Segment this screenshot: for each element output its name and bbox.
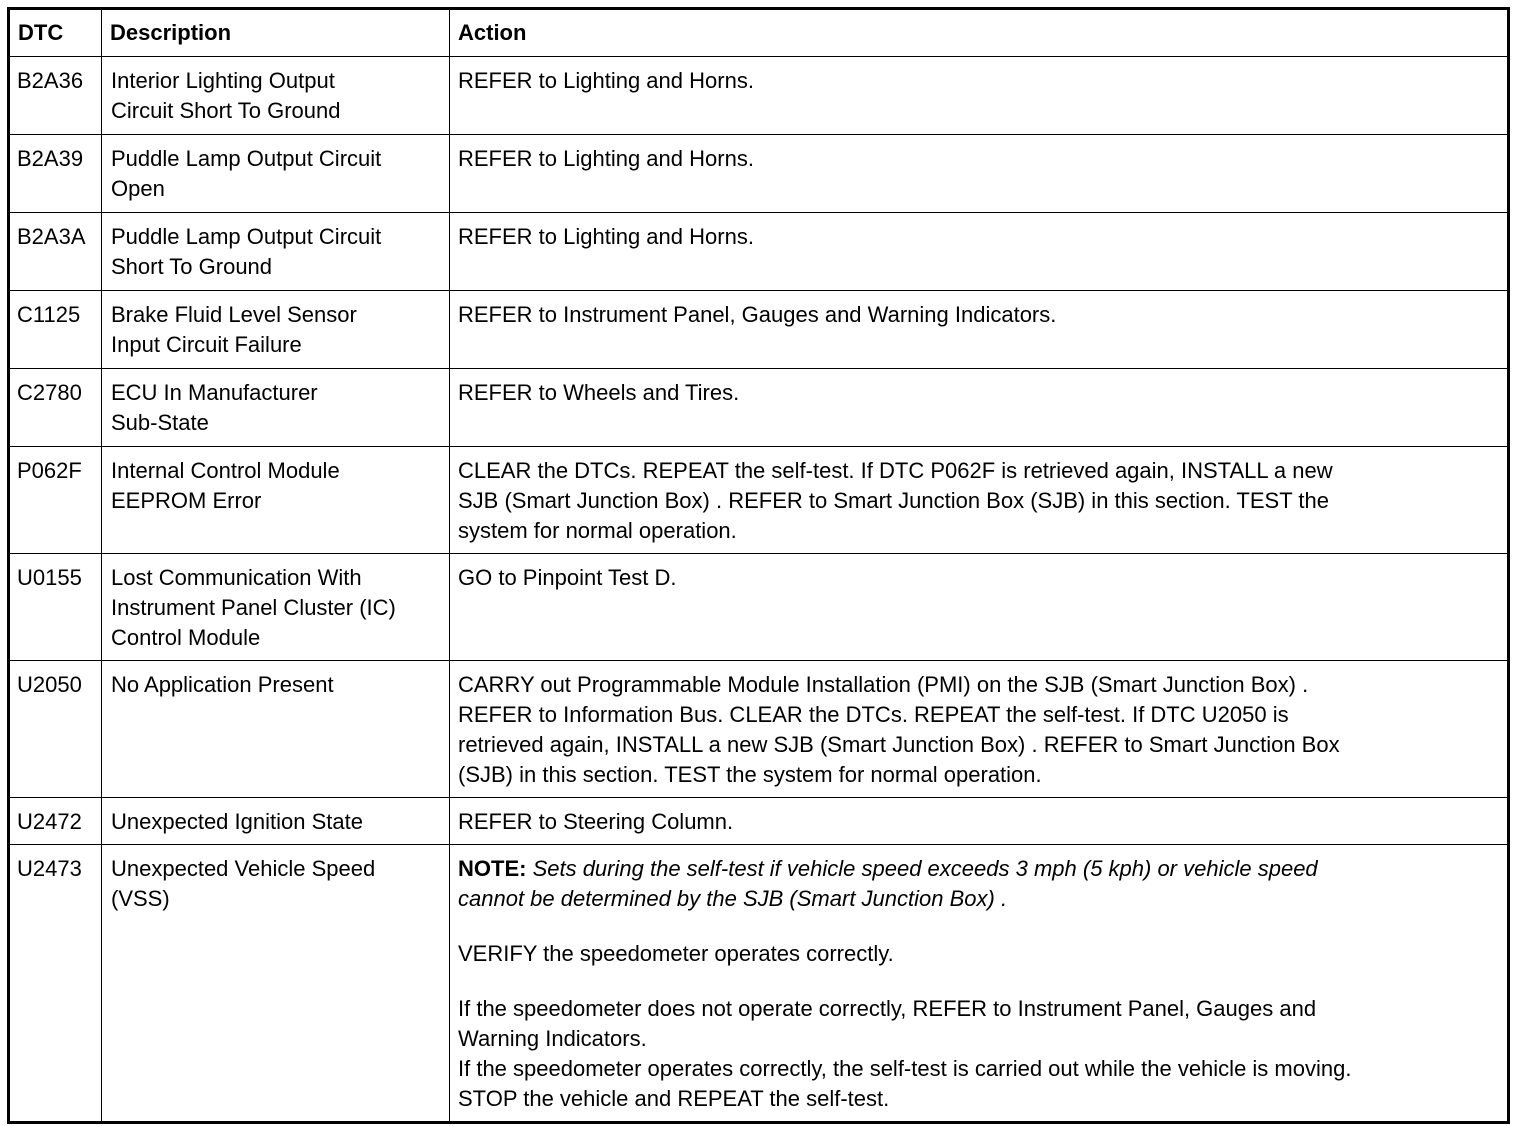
dtc-code: U2473 <box>9 845 102 1123</box>
description-line: EEPROM Error <box>111 488 262 513</box>
action-line: CARRY out Programmable Module Installation (PMI) on the SJB (Smart Junction Box) . <box>458 672 1309 697</box>
action-cell <box>450 291 1509 369</box>
action-line: REFER to Wheels and Tires. <box>458 380 740 405</box>
action-line: GO to Pinpoint Test D. <box>458 565 677 590</box>
description-cell <box>102 213 450 291</box>
description-cell <box>102 291 450 369</box>
action-line: REFER to Steering Column. <box>458 809 734 834</box>
description-line: ECU In Manufacturer <box>111 380 318 405</box>
action-line: If the speedometer operates correctly, the self-test is carried out while the vehicle is moving. <box>458 1056 1352 1081</box>
dtc-code: B2A36 <box>9 57 102 135</box>
dtc-code: C1125 <box>9 291 102 369</box>
action-cell <box>450 554 1509 661</box>
description-line: Input Circuit Failure <box>111 332 302 357</box>
description-line: (VSS) <box>111 886 170 911</box>
action-line: system for normal operation. <box>458 518 737 543</box>
description-line: Unexpected Vehicle Speed <box>111 856 376 881</box>
action-line: (SJB) in this section. TEST the system for normal operation. <box>458 762 1042 787</box>
description-line: Sub-State <box>111 410 209 435</box>
action-line: REFER to Lighting and Horns. <box>458 68 754 93</box>
description-line: Unexpected Ignition State <box>111 809 363 834</box>
action-cell <box>450 447 1509 554</box>
action-cell <box>450 661 1509 798</box>
action-cell <box>450 213 1509 291</box>
description-cell <box>102 798 450 845</box>
table-row <box>9 798 1509 845</box>
dtc-code: U2050 <box>9 661 102 798</box>
action-line: REFER to Instrument Panel, Gauges and Warning Indicators. <box>458 302 1057 327</box>
description-cell <box>102 661 450 798</box>
description-cell <box>102 554 450 661</box>
description-line: Puddle Lamp Output Circuit <box>111 146 382 171</box>
header-description: Description <box>102 9 450 57</box>
paragraph-gap <box>458 914 1499 939</box>
description-cell <box>102 135 450 213</box>
table-row <box>9 845 1509 1123</box>
note-label: NOTE: <box>458 856 527 881</box>
header-row <box>9 9 1509 57</box>
header-dtc: DTC <box>9 9 102 57</box>
table-row <box>9 554 1509 661</box>
table-row <box>9 135 1509 213</box>
note-line <box>458 854 1499 884</box>
dtc-table <box>7 7 1510 1124</box>
action-line: Warning Indicators. <box>458 1026 647 1051</box>
action-line: retrieved again, INSTALL a new SJB (Smart Junction Box) . REFER to Smart Junction Box <box>458 732 1340 757</box>
dtc-code: B2A39 <box>9 135 102 213</box>
description-line: Interior Lighting Output <box>111 68 335 93</box>
description-line: Brake Fluid Level Sensor <box>111 302 357 327</box>
note-text: Sets during the self-test if vehicle speed exceeds 3 mph (5 kph) or vehicle speed <box>526 856 1318 881</box>
action-line: REFER to Lighting and Horns. <box>458 146 754 171</box>
dtc-code: P062F <box>9 447 102 554</box>
action-line: SJB (Smart Junction Box) . REFER to Smart Junction Box (SJB) in this section. TEST the <box>458 488 1329 513</box>
note-text: cannot be determined by the SJB (Smart Junction Box) . <box>458 886 1008 911</box>
paragraph-gap <box>458 969 1499 994</box>
table-row <box>9 369 1509 447</box>
action-line: CLEAR the DTCs. REPEAT the self-test. If DTC P062F is retrieved again, INSTALL a new <box>458 458 1333 483</box>
action-cell <box>450 369 1509 447</box>
table-row <box>9 57 1509 135</box>
dtc-code: B2A3A <box>9 213 102 291</box>
table-row <box>9 291 1509 369</box>
dtc-code: C2780 <box>9 369 102 447</box>
description-line: Open <box>111 176 165 201</box>
description-line: Lost Communication With <box>111 565 362 590</box>
action-line: REFER to Lighting and Horns. <box>458 224 754 249</box>
table-row <box>9 447 1509 554</box>
description-cell <box>102 369 450 447</box>
action-line: REFER to Information Bus. CLEAR the DTCs. REPEAT the self-test. If DTC U2050 is <box>458 702 1289 727</box>
verify-line: VERIFY the speedometer operates correctly. <box>458 941 894 966</box>
description-line: Short To Ground <box>111 254 273 279</box>
description-cell <box>102 57 450 135</box>
table-row <box>9 213 1509 291</box>
table-row <box>9 661 1509 798</box>
description-line: Internal Control Module <box>111 458 340 483</box>
description-line: Puddle Lamp Output Circuit <box>111 224 382 249</box>
header-action: Action <box>450 9 1509 57</box>
dtc-code: U2472 <box>9 798 102 845</box>
action-line: If the speedometer does not operate correctly, REFER to Instrument Panel, Gauges and <box>458 996 1317 1021</box>
action-line: STOP the vehicle and REPEAT the self-test. <box>458 1086 890 1111</box>
dtc-code: U0155 <box>9 554 102 661</box>
description-cell <box>102 447 450 554</box>
action-cell <box>450 135 1509 213</box>
description-line: Instrument Panel Cluster (IC) <box>111 595 396 620</box>
description-cell <box>102 845 450 1123</box>
description-line: No Application Present <box>111 672 334 697</box>
description-line: Circuit Short To Ground <box>111 98 341 123</box>
action-cell <box>450 845 1509 1123</box>
action-cell <box>450 57 1509 135</box>
description-line: Control Module <box>111 625 261 650</box>
action-cell <box>450 798 1509 845</box>
